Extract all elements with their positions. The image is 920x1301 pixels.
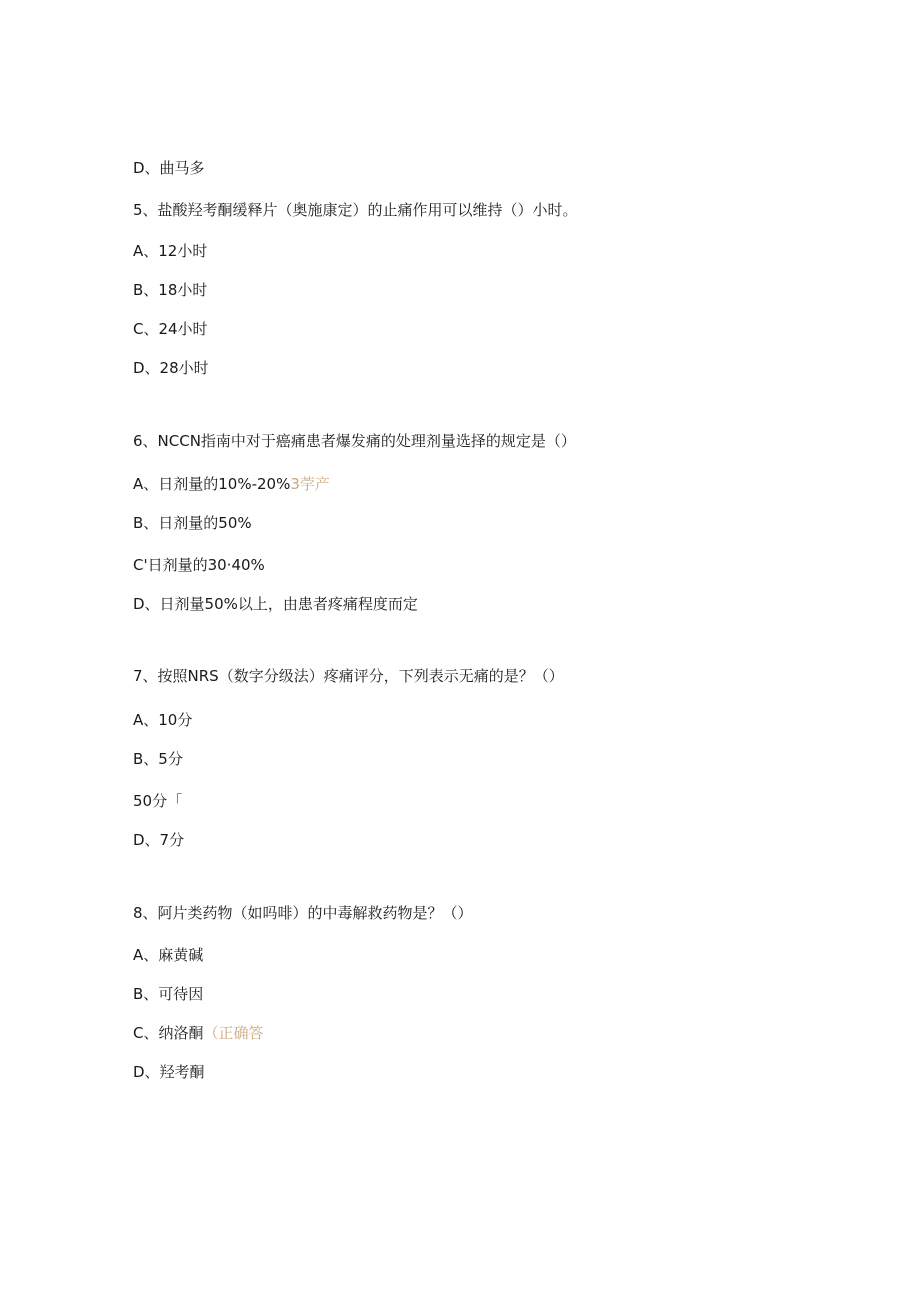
q6-option-c-text: C'日剂量的30·40%	[133, 556, 265, 574]
q5-option-a	[133, 241, 207, 261]
q4-option-d	[133, 158, 205, 178]
q7-option-b-text: B、5分	[133, 750, 183, 768]
q8-option-d	[133, 1062, 205, 1082]
q5-option-c	[133, 319, 208, 339]
answer-annotation: （正确答	[203, 1024, 264, 1042]
question-5-text: 5、盐酸羟考酮缓释片（奥施康定）的止痛作用可以维持（）小时。	[133, 201, 578, 219]
q5-option-b-text: B、18小时	[133, 281, 208, 299]
q6-option-d-text: D、日剂量50%以上，由患者疼痛程度而定	[133, 595, 418, 613]
q5-option-d-text: D、28小时	[133, 359, 209, 377]
q5-option-d	[133, 358, 209, 378]
q8-option-b	[133, 984, 203, 1004]
q7-option-c	[133, 791, 182, 811]
q8-option-a-text: A、麻黄碱	[133, 946, 204, 964]
question-8-text: 8、阿片类药物（如吗啡）的中毒解救药物是？（）	[133, 904, 473, 922]
answer-annotation: 3荢产	[290, 475, 330, 493]
q5-option-b	[133, 280, 207, 300]
q6-option-a-text: A、日剂量的10%-20%	[133, 475, 291, 493]
q5-option-c-text: C、24小时	[133, 320, 208, 338]
question-7	[133, 666, 564, 686]
question-6	[133, 431, 576, 451]
q8-option-d-text: D、羟考酮	[133, 1063, 205, 1081]
q6-option-b-text: B、日剂量的50%	[133, 514, 252, 532]
question-8	[133, 903, 473, 923]
q4-option-d-text: D、曲马多	[133, 159, 205, 177]
q8-option-c-text: C、纳洛酮	[133, 1024, 204, 1042]
q7-option-b	[133, 749, 183, 769]
q5-option-a-text: A、12小时	[133, 242, 208, 260]
q7-option-c-text: 50分「	[133, 792, 183, 810]
q7-option-a	[133, 710, 192, 730]
q6-option-b	[133, 513, 252, 533]
q8-option-b-text: B、可待因	[133, 985, 204, 1003]
q7-option-d-text: D、7分	[133, 831, 185, 849]
q7-option-d	[133, 830, 184, 850]
question-6-text: 6、NCCN指南中对于癌痛患者爆发痛的处理剂量选择的规定是（）	[133, 432, 576, 450]
q6-option-a	[133, 474, 330, 494]
q8-option-a	[133, 945, 203, 965]
q6-option-c	[133, 555, 265, 575]
q6-option-d	[133, 594, 418, 614]
question-5	[133, 200, 578, 220]
q7-option-a-text: A、10分	[133, 711, 193, 729]
question-7-text: 7、按照NRS（数字分级法）疼痛评分，下列表示无痛的是？（）	[133, 667, 564, 685]
q8-option-c	[133, 1023, 264, 1043]
